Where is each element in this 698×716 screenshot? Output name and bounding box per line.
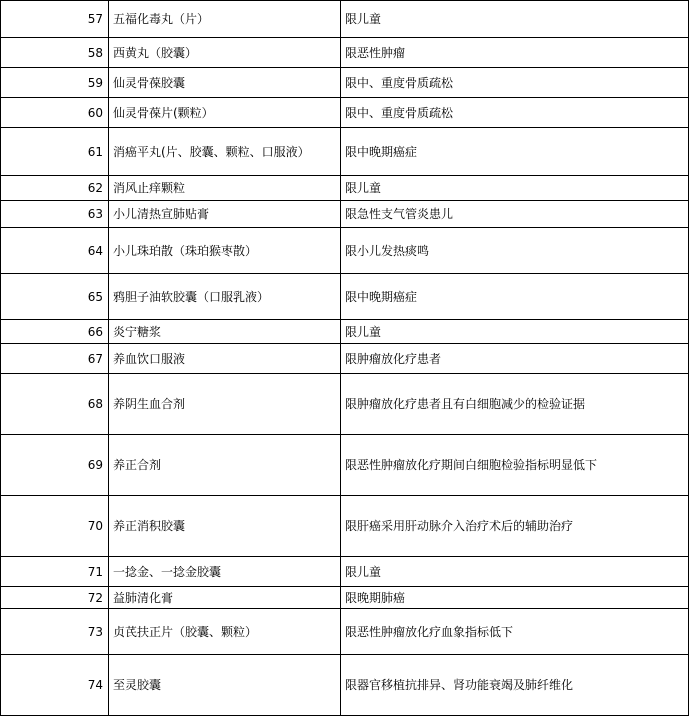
table-row bbox=[1, 98, 689, 128]
drug-name: 消癌平丸(片、胶囊、颗粒、口服液） bbox=[109, 128, 341, 176]
row-number: 69 bbox=[1, 435, 109, 496]
table-row bbox=[1, 374, 689, 435]
row-number: 60 bbox=[1, 98, 109, 128]
restriction-text: 限器官移植抗排异、肾功能衰竭及肺纤维化 bbox=[341, 655, 689, 716]
row-number: 57 bbox=[1, 1, 109, 38]
restriction-text: 限中晚期癌症 bbox=[341, 274, 689, 320]
drug-name: 五福化毒丸（片） bbox=[109, 1, 341, 38]
row-number: 71 bbox=[1, 557, 109, 587]
table-row bbox=[1, 38, 689, 68]
restriction-text: 限恶性肿瘤放化疗期间白细胞检验指标明显低下 bbox=[341, 435, 689, 496]
table-row bbox=[1, 176, 689, 201]
drug-name: 养正消积胶囊 bbox=[109, 496, 341, 557]
row-number: 74 bbox=[1, 655, 109, 716]
restriction-text: 限恶性肿瘤 bbox=[341, 38, 689, 68]
row-number: 66 bbox=[1, 320, 109, 344]
table-row bbox=[1, 344, 689, 374]
row-number: 73 bbox=[1, 609, 109, 655]
row-number: 70 bbox=[1, 496, 109, 557]
drug-name: 小儿珠珀散（珠珀猴枣散） bbox=[109, 228, 341, 274]
table-row bbox=[1, 587, 689, 609]
table-row bbox=[1, 557, 689, 587]
drug-name: 养正合剂 bbox=[109, 435, 341, 496]
restriction-text: 限中、重度骨质疏松 bbox=[341, 68, 689, 98]
row-number: 58 bbox=[1, 38, 109, 68]
drug-name: 仙灵骨葆片(颗粒） bbox=[109, 98, 341, 128]
table-row bbox=[1, 496, 689, 557]
row-number: 61 bbox=[1, 128, 109, 176]
drug-name: 养阴生血合剂 bbox=[109, 374, 341, 435]
table-row bbox=[1, 1, 689, 38]
table-row bbox=[1, 128, 689, 176]
restriction-text: 限肿瘤放化疗患者且有白细胞减少的检验证据 bbox=[341, 374, 689, 435]
drug-name: 养血饮口服液 bbox=[109, 344, 341, 374]
restriction-text: 限儿童 bbox=[341, 1, 689, 38]
row-number: 65 bbox=[1, 274, 109, 320]
drug-name: 至灵胶囊 bbox=[109, 655, 341, 716]
row-number: 67 bbox=[1, 344, 109, 374]
table-row bbox=[1, 201, 689, 228]
restriction-text: 限恶性肿瘤放化疗血象指标低下 bbox=[341, 609, 689, 655]
row-number: 59 bbox=[1, 68, 109, 98]
table-row bbox=[1, 320, 689, 344]
table-row bbox=[1, 435, 689, 496]
drug-name: 鸦胆子油软胶囊（口服乳液） bbox=[109, 274, 341, 320]
row-number: 62 bbox=[1, 176, 109, 201]
row-number: 63 bbox=[1, 201, 109, 228]
restriction-text: 限儿童 bbox=[341, 557, 689, 587]
restriction-text: 限儿童 bbox=[341, 176, 689, 201]
restriction-text: 限肝癌采用肝动脉介入治疗术后的辅助治疗 bbox=[341, 496, 689, 557]
table-row bbox=[1, 68, 689, 98]
table-row bbox=[1, 228, 689, 274]
row-number: 68 bbox=[1, 374, 109, 435]
drug-name: 炎宁糖浆 bbox=[109, 320, 341, 344]
restriction-text: 限肿瘤放化疗患者 bbox=[341, 344, 689, 374]
drug-name: 一捻金、一捻金胶囊 bbox=[109, 557, 341, 587]
restriction-text: 限晚期肺癌 bbox=[341, 587, 689, 609]
drug-name: 贞芪扶正片（胶囊、颗粒） bbox=[109, 609, 341, 655]
drug-name: 仙灵骨葆胶囊 bbox=[109, 68, 341, 98]
restriction-text: 限急性支气管炎患儿 bbox=[341, 201, 689, 228]
row-number: 72 bbox=[1, 587, 109, 609]
restriction-text: 限儿童 bbox=[341, 320, 689, 344]
table-row bbox=[1, 655, 689, 716]
table-row bbox=[1, 609, 689, 655]
row-number: 64 bbox=[1, 228, 109, 274]
drug-name: 益肺清化膏 bbox=[109, 587, 341, 609]
table-row bbox=[1, 274, 689, 320]
restriction-text: 限小儿发热痰鸣 bbox=[341, 228, 689, 274]
restriction-text: 限中、重度骨质疏松 bbox=[341, 98, 689, 128]
restriction-text: 限中晚期癌症 bbox=[341, 128, 689, 176]
drug-name: 消风止痒颗粒 bbox=[109, 176, 341, 201]
drug-name: 小儿清热宣肺贴膏 bbox=[109, 201, 341, 228]
drug-name: 西黄丸（胶囊） bbox=[109, 38, 341, 68]
